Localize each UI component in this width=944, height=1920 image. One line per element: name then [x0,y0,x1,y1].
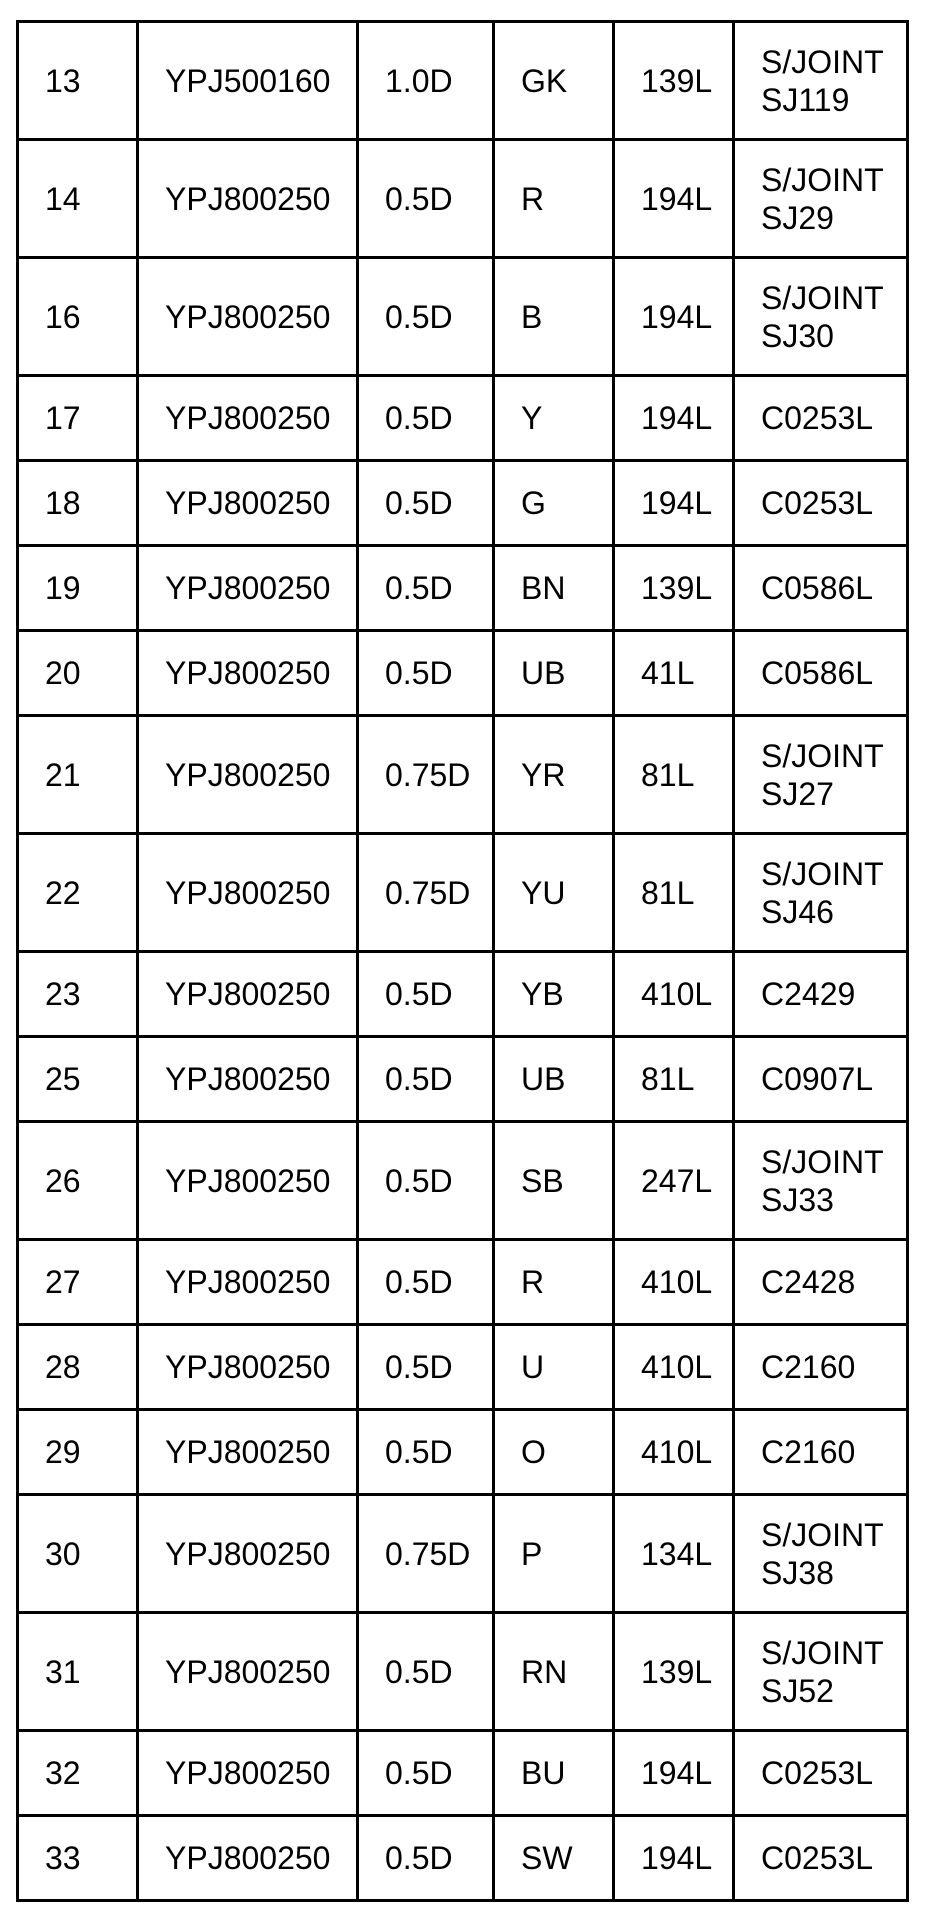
cell-part-number: YPJ800250 [138,952,358,1037]
cell-length: 194L [614,1816,734,1901]
table-row [18,1240,908,1325]
cell-no: 21 [18,716,138,834]
connector-id: SJ29 [761,199,834,236]
cell-part-number: YPJ800250 [138,546,358,631]
cell-connector [734,1325,908,1410]
cell-part-number: YPJ800250 [138,1816,358,1901]
cell-length: 194L [614,1731,734,1816]
cell-part-number: YPJ800250 [138,1495,358,1613]
cell-wire-size: 0.5D [358,1325,494,1410]
cell-length: 194L [614,461,734,546]
wiring-table-body [18,22,908,1901]
cell-connector [734,1731,908,1816]
cell-part-number: YPJ500160 [138,22,358,140]
cell-wire-size: 0.5D [358,140,494,258]
cell-connector [734,1037,908,1122]
cell-connector [734,631,908,716]
table-row [18,1037,908,1122]
connector-id: C0253L [761,485,874,521]
cell-connector [734,22,908,140]
table-row [18,1122,908,1240]
cell-wire-size: 0.5D [358,546,494,631]
table-row [18,1613,908,1731]
connector-type: S/JOINT [761,279,884,316]
cell-no: 19 [18,546,138,631]
cell-connector [734,1495,908,1613]
cell-wire-color: YU [494,834,614,952]
cell-no: 28 [18,1325,138,1410]
cell-wire-size: 0.5D [358,1613,494,1731]
cell-wire-size: 0.5D [358,631,494,716]
connector-type: S/JOINT [761,1634,884,1671]
cell-part-number: YPJ800250 [138,1731,358,1816]
cell-length: 81L [614,716,734,834]
cell-wire-color: RN [494,1613,614,1731]
cell-part-number: YPJ800250 [138,1613,358,1731]
cell-length: 41L [614,631,734,716]
cell-wire-size: 0.5D [358,1816,494,1901]
cell-part-number: YPJ800250 [138,1240,358,1325]
cell-wire-color: R [494,1240,614,1325]
connector-id: SJ119 [761,81,850,118]
cell-wire-color: SW [494,1816,614,1901]
connector-id: C2429 [761,976,856,1012]
cell-wire-size: 0.75D [358,716,494,834]
table-row [18,461,908,546]
cell-part-number: YPJ800250 [138,1037,358,1122]
cell-connector [734,258,908,376]
cell-length: 194L [614,258,734,376]
table-row [18,952,908,1037]
cell-connector [734,834,908,952]
table-row [18,1731,908,1816]
cell-wire-color: YR [494,716,614,834]
table-row [18,1410,908,1495]
cell-no: 20 [18,631,138,716]
cell-no: 16 [18,258,138,376]
table-row [18,1816,908,1901]
cell-length: 410L [614,952,734,1037]
cell-connector [734,716,908,834]
cell-length: 139L [614,1613,734,1731]
cell-wire-color: P [494,1495,614,1613]
cell-no: 33 [18,1816,138,1901]
connector-id: C2160 [761,1349,856,1385]
table-row [18,631,908,716]
cell-wire-size: 0.75D [358,1495,494,1613]
connector-id: C2428 [761,1264,856,1300]
cell-connector [734,1613,908,1731]
cell-part-number: YPJ800250 [138,1325,358,1410]
cell-connector [734,461,908,546]
connector-id: SJ33 [761,1181,834,1218]
cell-connector [734,1122,908,1240]
cell-part-number: YPJ800250 [138,631,358,716]
cell-no: 22 [18,834,138,952]
cell-no: 27 [18,1240,138,1325]
table-row [18,22,908,140]
cell-length: 247L [614,1122,734,1240]
cell-wire-size: 1.0D [358,22,494,140]
table-row [18,716,908,834]
cell-connector [734,1410,908,1495]
connector-id: SJ30 [761,317,834,354]
cell-no: 23 [18,952,138,1037]
table-row [18,1325,908,1410]
connector-id: C2160 [761,1434,856,1470]
cell-wire-size: 0.5D [358,952,494,1037]
cell-length: 81L [614,1037,734,1122]
cell-connector [734,140,908,258]
table-row [18,258,908,376]
cell-no: 32 [18,1731,138,1816]
cell-no: 29 [18,1410,138,1495]
cell-length: 139L [614,22,734,140]
cell-wire-color: BU [494,1731,614,1816]
cell-no: 13 [18,22,138,140]
cell-wire-size: 0.5D [358,1240,494,1325]
cell-wire-color: O [494,1410,614,1495]
cell-wire-size: 0.5D [358,461,494,546]
connector-type: S/JOINT [761,161,884,198]
cell-no: 17 [18,376,138,461]
cell-part-number: YPJ800250 [138,1410,358,1495]
cell-wire-size: 0.5D [358,258,494,376]
cell-connector [734,952,908,1037]
cell-length: 81L [614,834,734,952]
cell-length: 194L [614,376,734,461]
cell-no: 26 [18,1122,138,1240]
cell-wire-color: UB [494,631,614,716]
cell-wire-color: BN [494,546,614,631]
cell-length: 410L [614,1325,734,1410]
cell-part-number: YPJ800250 [138,140,358,258]
connector-type: S/JOINT [761,1143,884,1180]
connector-id: SJ27 [761,775,834,812]
cell-length: 134L [614,1495,734,1613]
cell-wire-color: GK [494,22,614,140]
connector-id: SJ52 [761,1672,834,1709]
cell-connector [734,1816,908,1901]
table-row [18,140,908,258]
connector-id: C0907L [761,1061,874,1097]
connector-id: C0586L [761,570,874,606]
cell-no: 14 [18,140,138,258]
cell-length: 410L [614,1240,734,1325]
connector-id: SJ38 [761,1554,834,1591]
cell-wire-color: YB [494,952,614,1037]
cell-no: 18 [18,461,138,546]
cell-part-number: YPJ800250 [138,258,358,376]
table-row [18,546,908,631]
table-row [18,1495,908,1613]
cell-wire-color: Y [494,376,614,461]
cell-part-number: YPJ800250 [138,716,358,834]
cell-wire-size: 0.5D [358,1037,494,1122]
table-row [18,834,908,952]
cell-wire-size: 0.75D [358,834,494,952]
cell-wire-color: SB [494,1122,614,1240]
cell-wire-size: 0.5D [358,1122,494,1240]
cell-length: 410L [614,1410,734,1495]
cell-length: 139L [614,546,734,631]
cell-wire-color: U [494,1325,614,1410]
cell-wire-size: 0.5D [358,376,494,461]
cell-no: 30 [18,1495,138,1613]
cell-wire-color: UB [494,1037,614,1122]
connector-type: S/JOINT [761,855,884,892]
cell-connector [734,1240,908,1325]
cell-part-number: YPJ800250 [138,834,358,952]
connector-id: C0586L [761,655,874,691]
cell-no: 31 [18,1613,138,1731]
cell-wire-color: R [494,140,614,258]
connector-id: C0253L [761,1755,874,1791]
cell-no: 25 [18,1037,138,1122]
cell-part-number: YPJ800250 [138,376,358,461]
connector-type: S/JOINT [761,737,884,774]
cell-wire-size: 0.5D [358,1731,494,1816]
table-row [18,376,908,461]
connector-id: SJ46 [761,893,834,930]
connector-type: S/JOINT [761,43,884,80]
wiring-table-page [16,20,906,1902]
connector-type: S/JOINT [761,1516,884,1553]
cell-connector [734,546,908,631]
cell-part-number: YPJ800250 [138,1122,358,1240]
cell-wire-color: G [494,461,614,546]
connector-id: C0253L [761,400,874,436]
cell-connector [734,376,908,461]
cell-length: 194L [614,140,734,258]
connector-id: C0253L [761,1840,874,1876]
wiring-table [16,20,909,1902]
cell-wire-color: B [494,258,614,376]
cell-wire-size: 0.5D [358,1410,494,1495]
cell-part-number: YPJ800250 [138,461,358,546]
